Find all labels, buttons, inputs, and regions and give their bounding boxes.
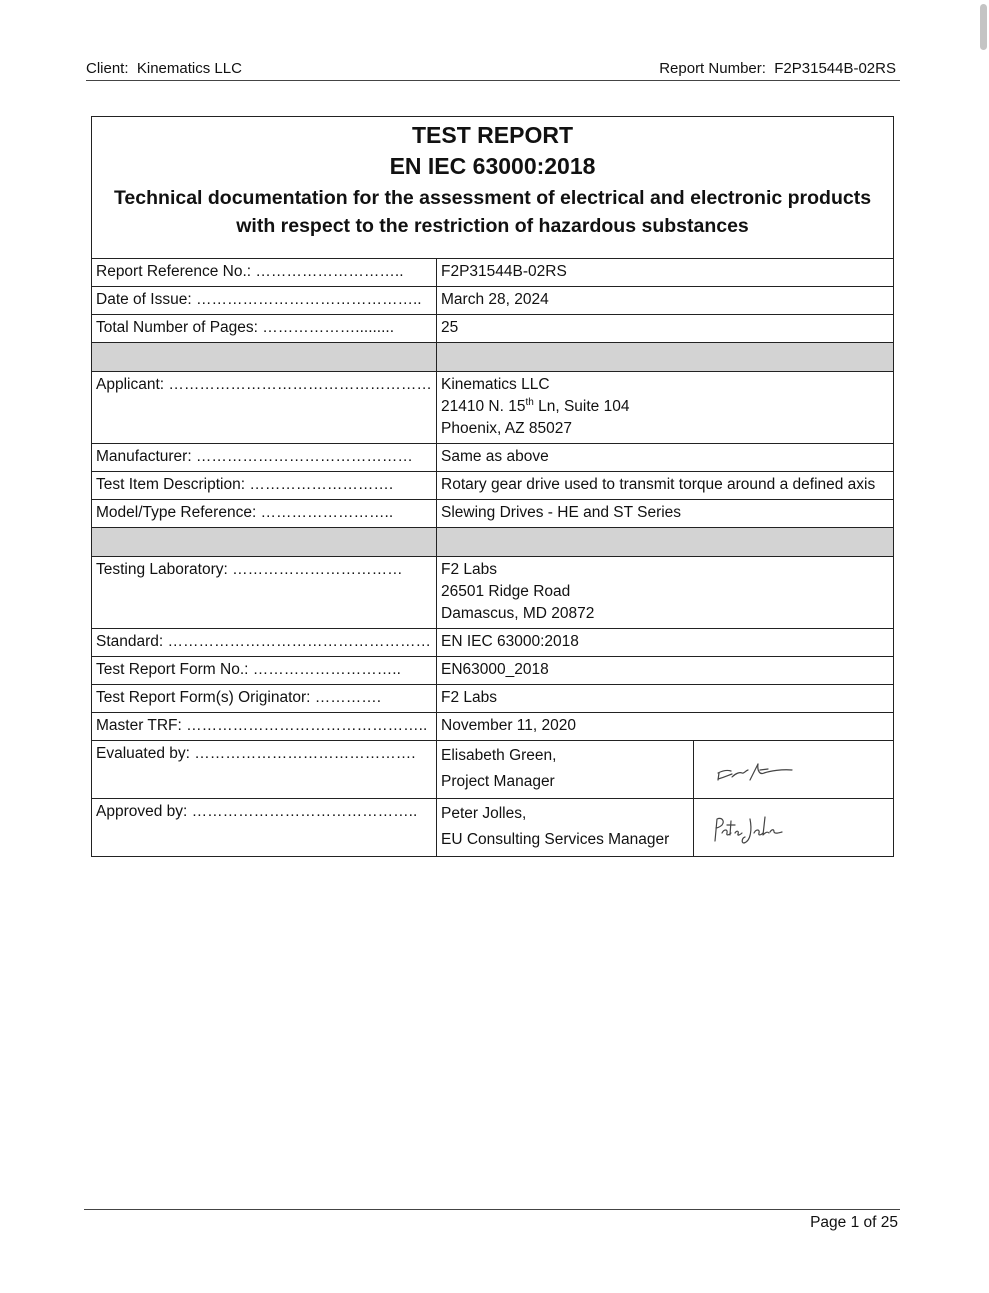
evaluator-signature-cell: [694, 741, 894, 799]
master-trf-value: November 11, 2020: [437, 713, 894, 741]
test-report-table: [91, 116, 894, 857]
table-row: [92, 372, 894, 444]
page-header: [86, 58, 900, 81]
standard-label: Standard: ……………………………………………: [92, 629, 437, 657]
approver-name: Peter Jolles,: [441, 805, 527, 822]
scrollbar[interactable]: [977, 0, 989, 1293]
trf-originator-label: Test Report Form(s) Originator: ………….: [92, 685, 437, 713]
table-row: [92, 444, 894, 472]
master-trf-label: Master TRF: ………………………………………..: [92, 713, 437, 741]
trf-no-label: Test Report Form No.: ………………………..: [92, 657, 437, 685]
table-row: [92, 557, 894, 629]
report-subtitle: Technical documentation for the assessment of electrical and electronic products with respect to the restriction of hazardous substances: [113, 187, 872, 237]
evaluated-value: [437, 741, 694, 799]
approved-label: Approved by: ……………………………………..: [92, 799, 437, 857]
table-row: [92, 657, 894, 685]
test-item-label: Test Item Description: ……………………….: [92, 472, 437, 500]
separator-row: [92, 343, 894, 372]
testing-lab-value: [437, 557, 894, 629]
report-ref-label: Report Reference No.: ………………………..: [92, 259, 437, 287]
testing-lab-label: Testing Laboratory: ……………………………: [92, 557, 437, 629]
trf-no-value: EN63000_2018: [437, 657, 894, 685]
lab-name: F2 Labs: [441, 561, 498, 578]
manufacturer-label: Manufacturer: ……………………………………: [92, 444, 437, 472]
table-row: [92, 472, 894, 500]
applicant-street: 21410 N. 15th Ln, Suite 104: [441, 396, 630, 415]
applicant-label: Applicant: ……………………………………………: [92, 372, 437, 444]
report-number: Report Number: F2P31544B-02RS: [659, 60, 896, 77]
evaluator-name: Elisabeth Green,: [441, 747, 557, 764]
applicant-city: Phoenix, AZ 85027: [441, 420, 572, 437]
lab-city: Damascus, MD 20872: [441, 605, 595, 622]
client-name: Client: Kinematics LLC: [86, 60, 242, 77]
report-standard-title: EN IEC 63000:2018: [389, 153, 596, 179]
applicant-name: Kinematics LLC: [441, 376, 550, 393]
manufacturer-value: Same as above: [437, 444, 894, 472]
table-row: [92, 500, 894, 528]
title-cell: [92, 117, 894, 259]
evaluator-signature: [698, 749, 888, 789]
approver-signature-cell: [694, 799, 894, 857]
date-issue-value: March 28, 2024: [437, 287, 894, 315]
table-row: [92, 713, 894, 741]
total-pages-label: Total Number of Pages: ……………….........: [92, 315, 437, 343]
approver-signature: [698, 807, 888, 847]
table-row: [92, 741, 894, 799]
table-row: [92, 629, 894, 657]
date-issue-label: Date of Issue: ……………………………………..: [92, 287, 437, 315]
page-number: Page 1 of 25: [810, 1214, 898, 1231]
standard-value: EN IEC 63000:2018: [437, 629, 894, 657]
separator-cell: [437, 343, 894, 372]
applicant-value: [437, 372, 894, 444]
trf-originator-value: F2 Labs: [437, 685, 894, 713]
model-value: Slewing Drives - HE and ST Series: [437, 500, 894, 528]
evaluator-role: Project Manager: [441, 773, 555, 790]
scrollbar-thumb[interactable]: [980, 4, 987, 50]
report-ref-value: F2P31544B-02RS: [437, 259, 894, 287]
lab-street: 26501 Ridge Road: [441, 583, 571, 600]
approved-value: [437, 799, 694, 857]
separator-cell: [92, 343, 437, 372]
model-label: Model/Type Reference: ……………………..: [92, 500, 437, 528]
table-row: [92, 799, 894, 857]
separator-row: [92, 528, 894, 557]
approver-role: EU Consulting Services Manager: [441, 831, 670, 848]
footer-divider: [84, 1209, 900, 1210]
separator-cell: [92, 528, 437, 557]
report-title: TEST REPORT: [412, 122, 574, 148]
evaluated-label: Evaluated by: …………………………………….: [92, 741, 437, 799]
test-item-value: Rotary gear drive used to transmit torque around a defined axis: [437, 472, 894, 500]
table-row: [92, 259, 894, 287]
separator-cell: [437, 528, 894, 557]
table-row: [92, 287, 894, 315]
table-row: [92, 315, 894, 343]
title-row: [92, 117, 894, 259]
table-row: [92, 685, 894, 713]
total-pages-value: 25: [437, 315, 894, 343]
